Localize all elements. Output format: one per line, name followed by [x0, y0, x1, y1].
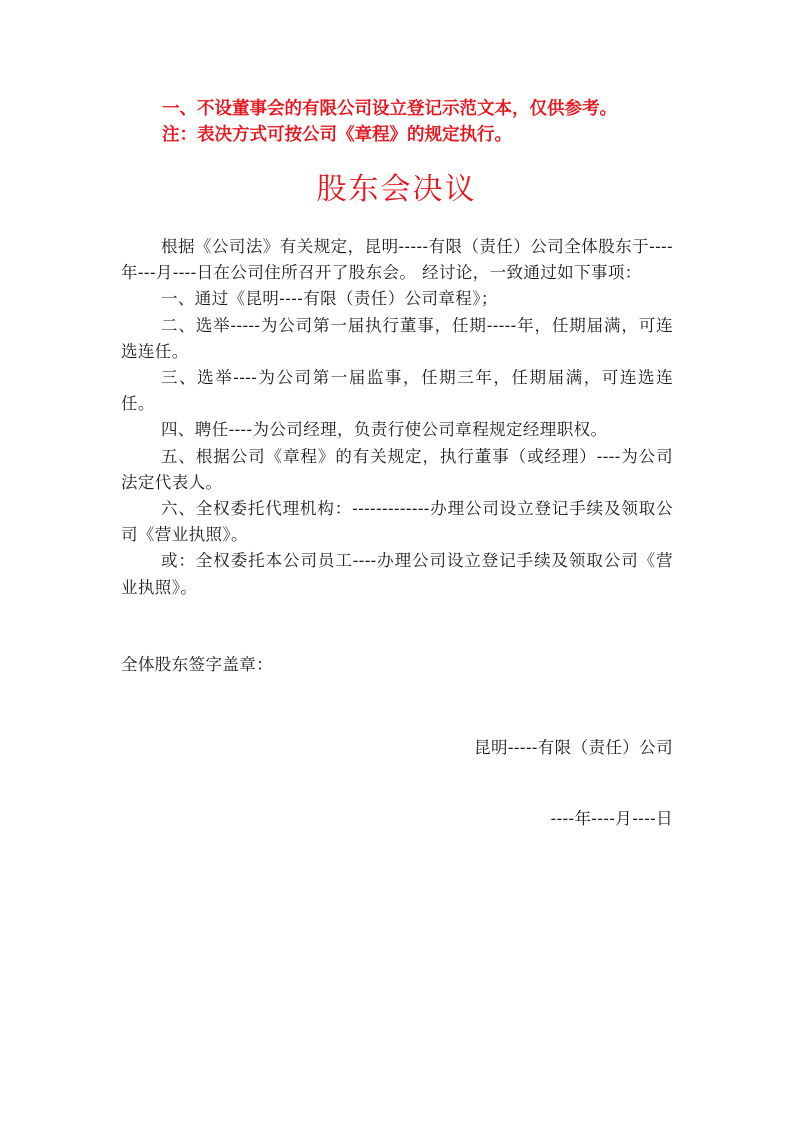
note-template-disclaimer: 一、不设董事会的有限公司设立登记示范文本，仅供参考。 [162, 99, 617, 119]
resolution-item-4: 四、聘任----为公司经理，负责行使公司章程规定经理职权。 [161, 420, 608, 440]
resolution-body [121, 234, 673, 601]
resolution-item-2: 二、选举-----为公司第一届执行董事，任期-----年，任期届满，可连选连任。 [121, 315, 673, 361]
resolution-item-5: 五、根据公司《章程》的有关规定，执行董事（或经理）----为公司法定代表人。 [121, 446, 673, 492]
note-voting-method: 注：表决方式可按公司《章程》的规定执行。 [162, 125, 512, 145]
resolution-item-6: 六、全权委托代理机构：-------------办理公司设立登记手续及领取公司《营业执照》。 [121, 499, 673, 545]
resolution-item-1: 一、通过《昆明----有限（责任）公司章程》； [161, 289, 498, 309]
document-title: 股东会决议 [316, 172, 477, 207]
signature-date: ----年----月----日 [550, 809, 673, 828]
resolution-intro: 根据《公司法》有关规定，昆明-----有限（责任）公司全体股东于----年---月----日在公司住所召开了股东会。 经讨论，一致通过如下事项： [121, 237, 673, 283]
resolution-item-6-alternative: 或：全权委托本公司员工----办理公司设立登记手续及领取公司《营业执照》。 [121, 551, 673, 597]
resolution-item-3: 三、选举----为公司第一届监事，任期三年，任期届满，可连选连任。 [121, 368, 673, 414]
instruction-notes [162, 96, 722, 148]
company-name-signature: 昆明-----有限（责任）公司 [474, 738, 673, 757]
shareholder-signature-label: 全体股东签字盖章： [121, 655, 274, 674]
